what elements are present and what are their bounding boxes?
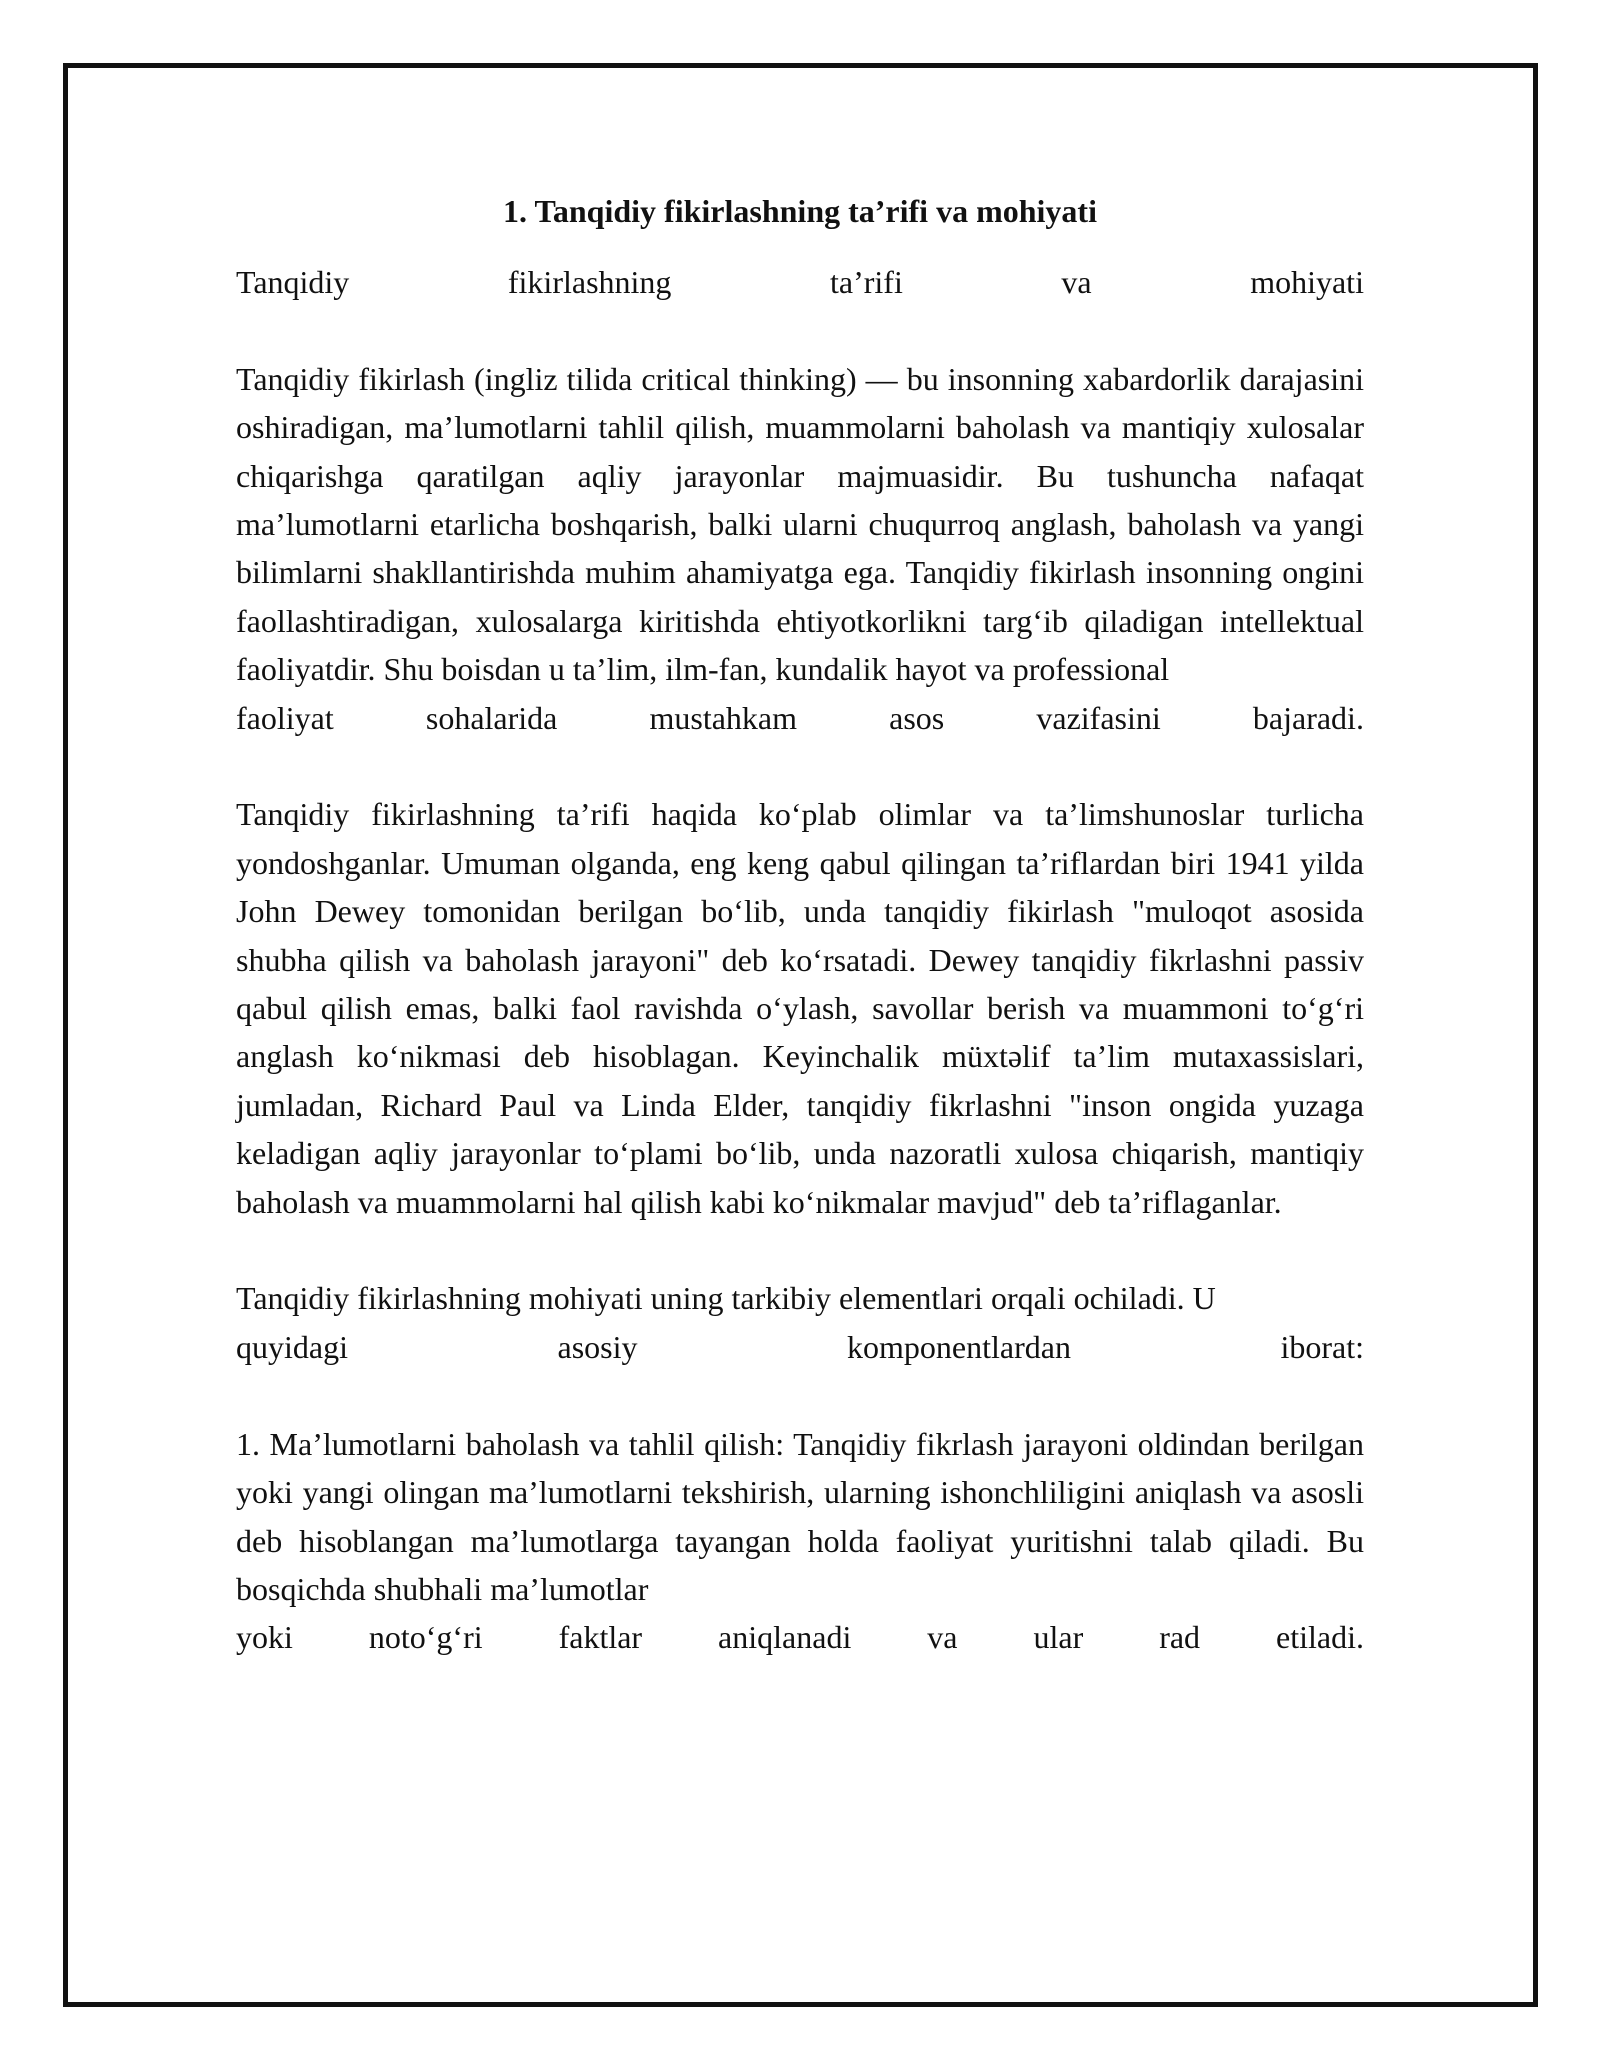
word: etiladi. xyxy=(1276,1619,1364,1656)
word: sohalarida xyxy=(425,699,558,736)
word: faktlar xyxy=(558,1619,643,1656)
paragraph-text: Tanqidiy fikirlashning mohiyati uning tarkibiy elementlari orqali ochiladi. U xyxy=(236,1280,1216,1317)
subheading-word: mohiyati xyxy=(1250,264,1364,300)
paragraph-component-1 xyxy=(236,1420,1364,1662)
word: asosiy xyxy=(557,1328,638,1365)
paragraph-last-line xyxy=(236,694,1364,742)
word: noto‘g‘ri xyxy=(368,1619,483,1656)
word: bajaradi. xyxy=(1252,699,1364,736)
subheading xyxy=(236,258,1364,306)
subheading-word: fikirlashning xyxy=(507,264,672,300)
paragraph-last-line xyxy=(236,1613,1364,1661)
word: yoki xyxy=(236,1619,293,1656)
subheading-word: va xyxy=(1061,264,1092,300)
word: vazifasini xyxy=(1036,699,1161,736)
page-title: 1. Tanqidiy fikirlashning ta’rifi va mohiyati xyxy=(503,193,1097,229)
word: faoliyat xyxy=(236,699,334,736)
subheading-word: ta’rifi xyxy=(829,264,903,300)
word: iborat: xyxy=(1280,1328,1364,1365)
word: va xyxy=(927,1619,958,1656)
word: komponentlardan xyxy=(847,1328,1071,1365)
word: quyidagi xyxy=(236,1328,348,1365)
paragraph-history: Tanqidiy fikirlashning ta’rifi haqida ko‘plab olimlar va ta’limshunoslar turlicha yondoshganlar. Umuman olganda, eng keng qabul qilingan ta’riflardan biri 1941 yilda John Dewey tomonidan berilgan bo‘lib, unda tanqidiy fikirlash "muloqot asosida shubha qilish va baholash jarayoni" deb ko‘rsatadi. Dewey tanqidiy fikrlashni passiv qabul qilish emas, balki faol ravishda o‘ylash, savollar berish va muammoni to‘g‘ri anglash ko‘nikmasi deb hisoblagan. Keyinchalik müxtəlif ta’lim mutaxassislari, jumladan, Richard Paul va Linda Elder, tanqidiy fikrlashni "inson ongida yuzaga keladigan aqliy jarayonlar to‘plami bo‘lib, unda nazoratli xulosa chiqarish, mantiqiy baholash va muammolarni hal qilish kabi ko‘nikmalar mavjud" deb ta’riflaganlar. xyxy=(236,796,1364,1220)
subheading-word: Tanqidiy xyxy=(236,264,350,300)
word: aniqlanadi xyxy=(718,1619,852,1656)
word: mustahkam xyxy=(649,699,798,736)
word: ular xyxy=(1033,1619,1084,1656)
document-body xyxy=(236,188,1364,1662)
word: rad xyxy=(1159,1619,1201,1656)
paragraph-text: 1. Ma’lumotlarni baholash va tahlil qilish: Tanqidiy fikrlash jarayoni oldindan berilgan yoki yangi olingan ma’lumotlarni tekshirish, ularning ishonchliligini aniqlash va asosli deb hisoblangan ma’lumotlarga tayangan holda faoliyat yuritishni talab qiladi. Bu bosqichda shubhali ma’lumotlar xyxy=(236,1425,1364,1607)
paragraph-text: Tanqidiy fikirlash (ingliz tilida critical thinking) — bu insonning xabardorlik darajasini oshiradigan, ma’lumotlarni tahlil qilish, muammolarni baholash va mantiqiy xulosalar chiqarishga qaratilgan aqliy jarayonlar majmuasidir. Bu tushuncha nafaqat ma’lumotlarni etarlicha boshqarish, balki ularni chuqurroq anglash, baholash va yangi bilimlarni shakllantirishda muhim ahamiyatga ega. Tanqidiy fikirlash insonning ongini faollashtiradigan, xulosalarga kiritishda ehtiyotkorlikni targ‘ib qiladigan intellektual faoliyatdir. Shu boisdan u ta’lim, ilm-fan, kundalik hayot va professional xyxy=(236,360,1364,688)
paragraph-essence xyxy=(236,1274,1364,1371)
paragraph-definition xyxy=(236,355,1364,742)
word: asos xyxy=(889,699,945,736)
paragraph-last-line xyxy=(236,1323,1364,1371)
